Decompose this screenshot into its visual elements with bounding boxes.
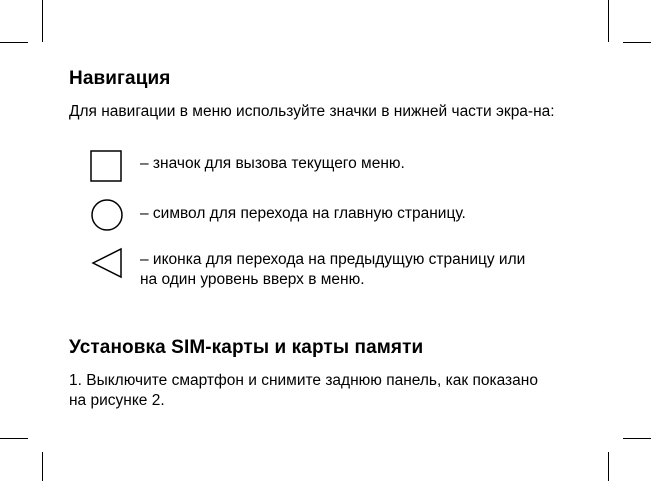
navigation-intro: Для навигации в меню используйте значки в нижней части экра-на: [69, 103, 555, 120]
square-icon [90, 150, 122, 182]
triangle-back-icon [90, 247, 124, 281]
crop-mark-right-bottom [623, 438, 651, 439]
circle-icon [90, 198, 124, 232]
nav-item-home-text: – символ для перехода на главную страницу. [140, 205, 466, 222]
sim-install-title: Установка SIM-карты и карты памяти [69, 337, 424, 358]
navigation-title: Навигация [69, 68, 171, 89]
nav-item-menu-text: – значок для вызова текущего меню. [140, 155, 405, 172]
nav-item-back-text: – иконка для перехода на предыдущую страницу или на один уровень вверх в меню. [140, 251, 526, 288]
crop-mark-top-right [608, 0, 609, 42]
nav-item-menu [90, 150, 570, 190]
crop-mark-right-top [623, 42, 651, 43]
crop-mark-bottom-right [608, 452, 609, 481]
nav-item-back [90, 247, 570, 297]
crop-mark-left-bottom [0, 438, 28, 439]
crop-mark-bottom-left [42, 452, 43, 481]
sim-install-step-1: 1. Выключите смартфон и снимите заднюю панель, как показано на рисунке 2. [69, 372, 538, 409]
nav-item-home [90, 198, 570, 238]
crop-mark-left-top [0, 42, 28, 43]
crop-mark-top-left [42, 0, 43, 42]
